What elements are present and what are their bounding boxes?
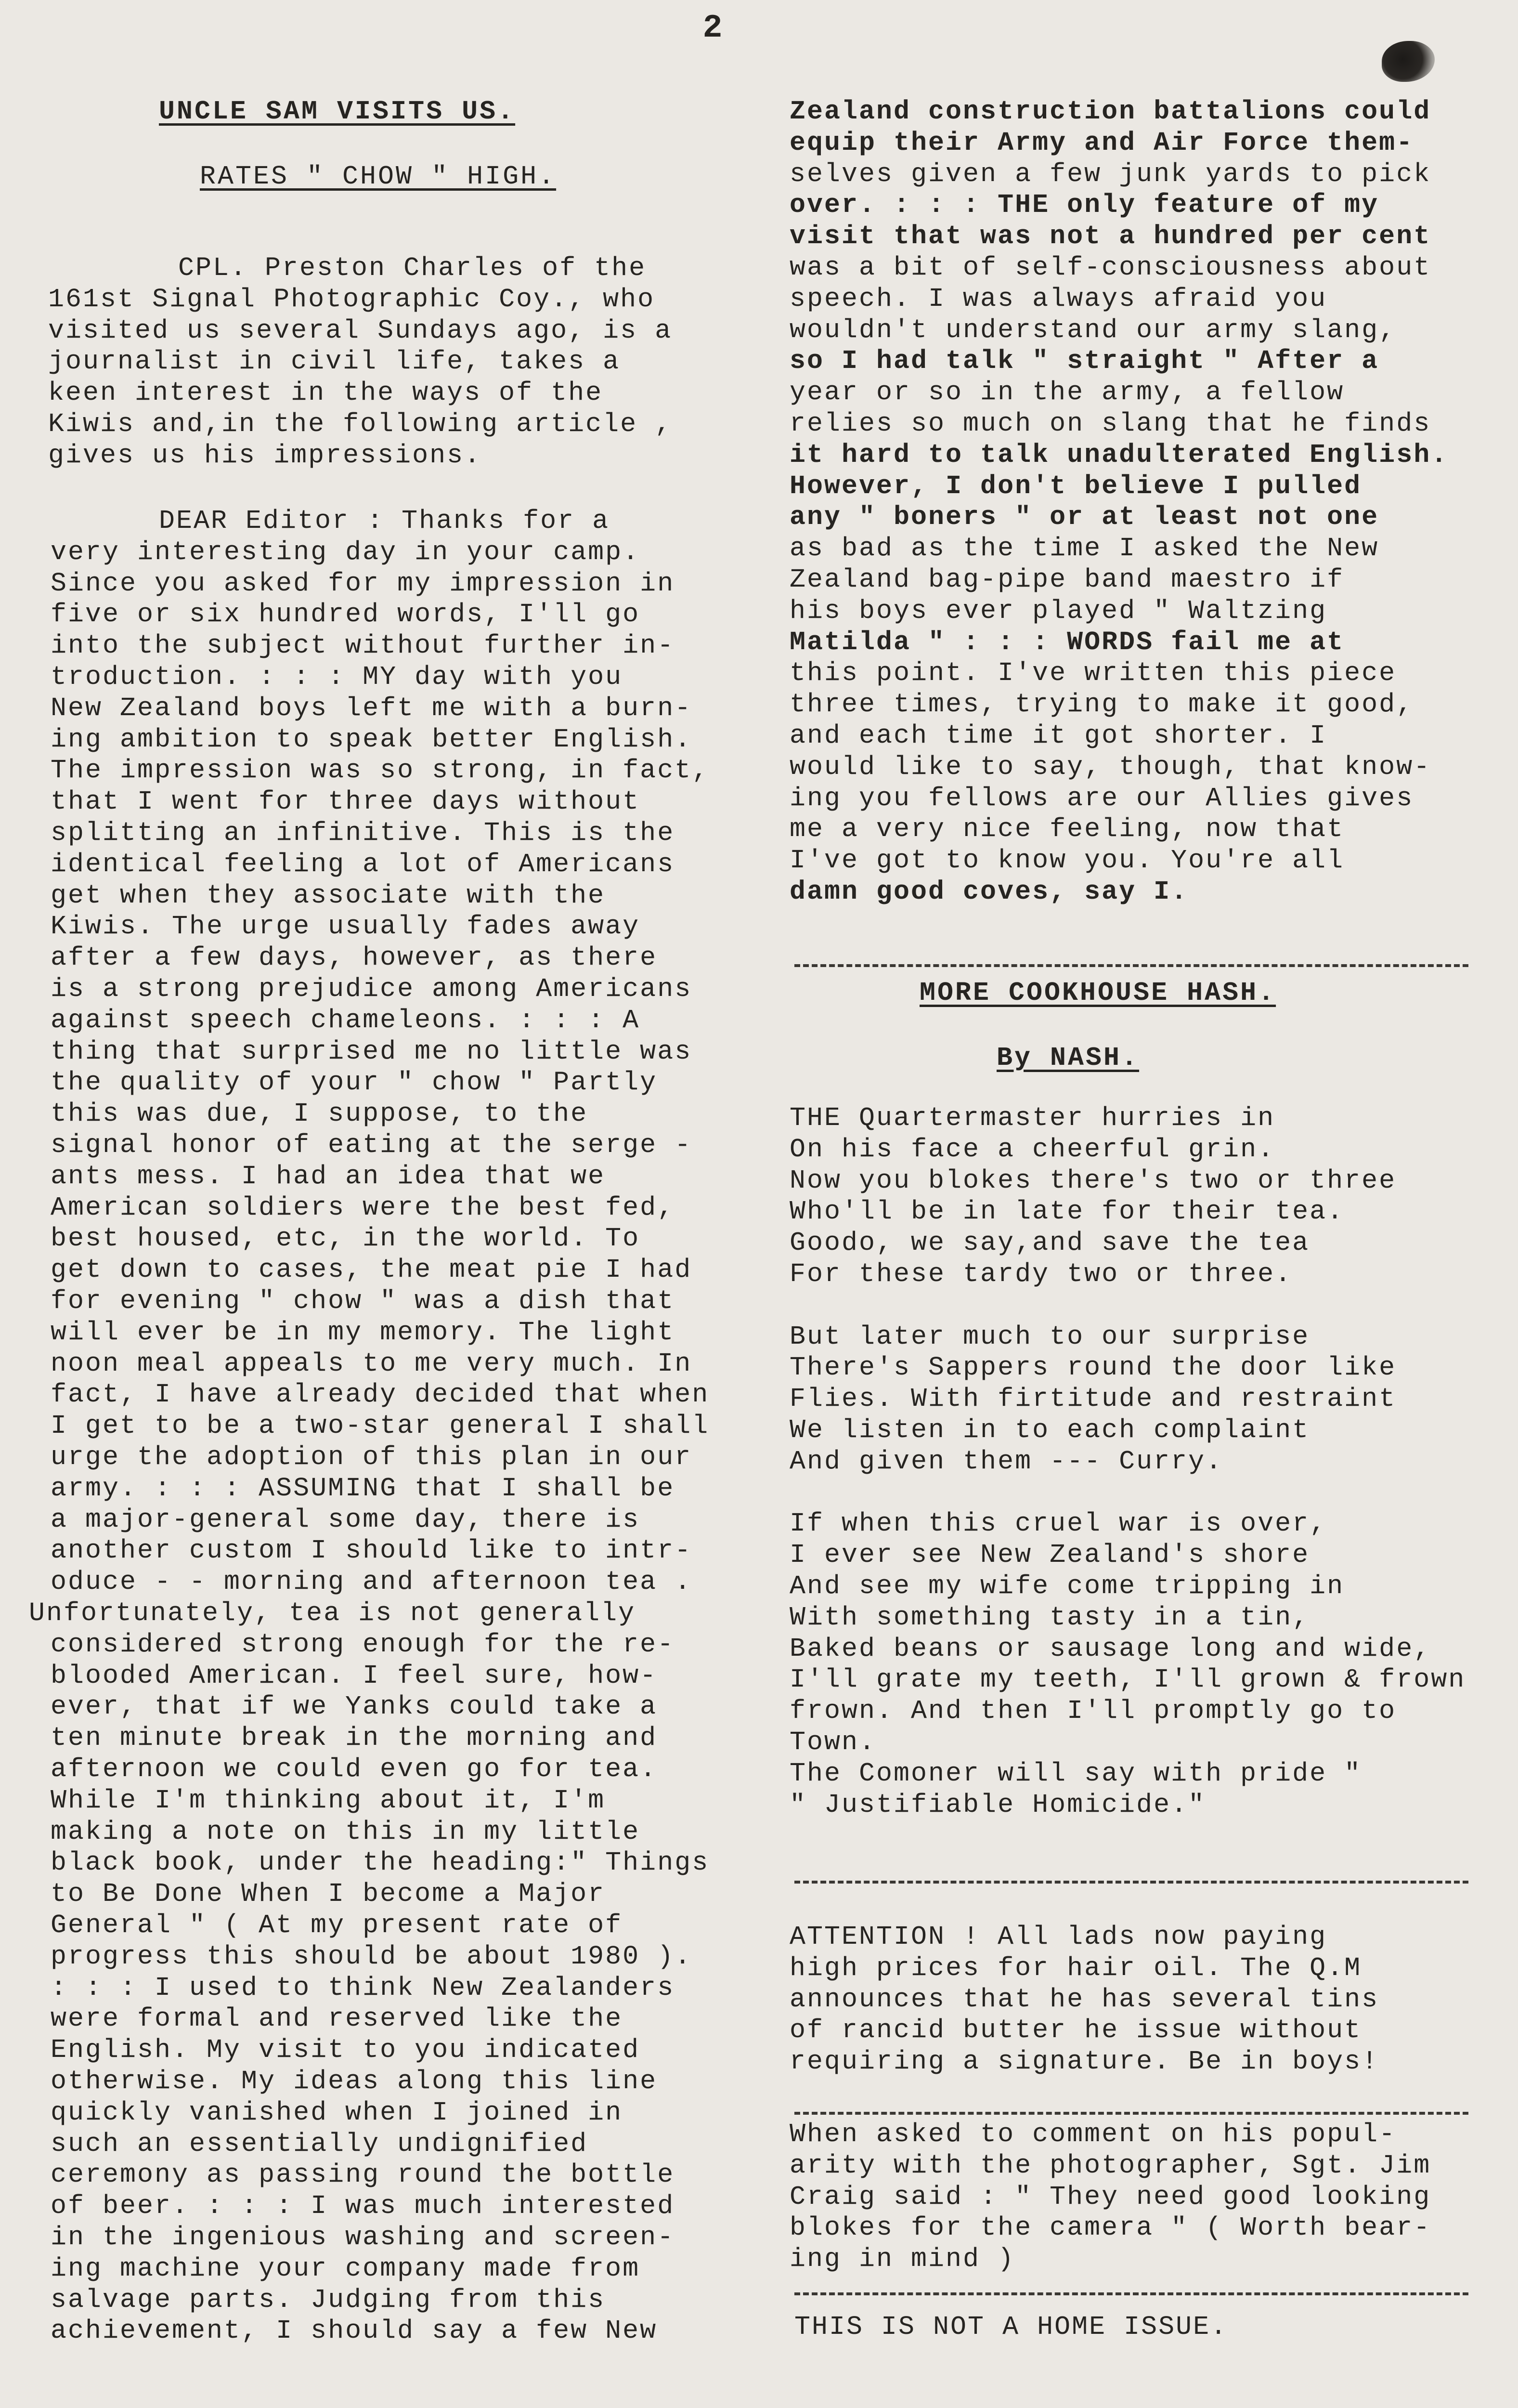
article-line: urge the adoption of this plan in our — [51, 1442, 692, 1472]
article-line: against speech chameleons. : : : A — [51, 1005, 640, 1035]
article-line: Matilda " : : : WORDS fail me at — [790, 627, 1345, 657]
article-line: The impression was so strong, in fact, — [51, 755, 710, 786]
notice-line: Craig said : " They need good looking — [790, 2181, 1431, 2212]
article-line: otherwise. My ideas along this line — [51, 2066, 658, 2096]
article-line: ing machine your company made from — [51, 2253, 640, 2284]
article-line: Zealand construction battalions could — [790, 96, 1431, 127]
article-line: I've got to know you. You're all — [790, 845, 1345, 876]
poem-line: THE Quartermaster hurries in — [790, 1103, 1275, 1133]
article-line: me a very nice feeling, now that — [790, 814, 1345, 845]
article-line: as bad as the time I asked the New — [790, 533, 1379, 564]
article-line: year or so in the army, a fellow — [790, 377, 1345, 408]
poem-title: MORE COOKHOUSE HASH. — [920, 978, 1276, 1008]
poem-line: There's Sappers round the door like — [790, 1352, 1397, 1383]
poem-line: For these tardy two or three. — [790, 1259, 1293, 1289]
article-line: oduce - - morning and afternoon tea . — [51, 1567, 692, 1597]
article-line: any " boners " or at least not one — [790, 502, 1379, 533]
article-line: ants mess. I had an idea that we — [51, 1161, 606, 1191]
article-line: wouldn't understand our army slang, — [790, 314, 1397, 345]
article-line: salvage parts. Judging from this — [51, 2284, 606, 2315]
article-line: for evening " chow " was a dish that — [51, 1286, 675, 1316]
article-line: ever, that if we Yanks could take a — [51, 1691, 658, 1722]
article-line: to Be Done When I become a Major — [51, 1879, 606, 1910]
article-line: is a strong prejudice among Americans — [51, 974, 692, 1004]
article-line: quickly vanished when I joined in — [51, 2097, 623, 2128]
poem-line: We listen in to each complaint — [790, 1415, 1310, 1445]
article-line: the quality of your " chow " Partly — [51, 1067, 658, 1098]
poem-line: Who'll be in late for their tea. — [790, 1196, 1345, 1227]
article-subheading: RATES " CHOW " HIGH. — [200, 161, 557, 192]
article-line: very interesting day in your camp. — [51, 537, 640, 567]
article-line: achievement, I should say a few New — [51, 2316, 658, 2346]
article-line: over. : : : THE only feature of my — [790, 190, 1379, 221]
article-line: speech. I was always afraid you — [790, 283, 1327, 314]
article-line: visit that was not a hundred per cent — [790, 221, 1431, 252]
poem-line: I ever see New Zealand's shore — [790, 1540, 1310, 1570]
poem-line: With something tasty in a tin, — [790, 1602, 1310, 1633]
poem-line: Town. — [790, 1727, 877, 1757]
article-line: so I had talk " straight " After a — [790, 346, 1379, 377]
article-line: : : : I used to think New Zealanders — [51, 1972, 675, 2003]
poem-line: Goodo, we say,and save the tea — [790, 1228, 1310, 1258]
article-line: will ever be in my memory. The light — [51, 1317, 675, 1348]
article-line: three times, trying to make it good, — [790, 689, 1414, 720]
article-line: a major-general some day, there is — [51, 1504, 640, 1535]
article-line: in the ingenious washing and screen- — [51, 2222, 675, 2252]
poem-line: But later much to our surprise — [790, 1321, 1310, 1352]
article-line: afternoon we could even go for tea. — [51, 1754, 658, 1784]
intro-line: Kiwis and,in the following article , — [48, 409, 673, 439]
article-line: signal honor of eating at the serge - — [51, 1130, 692, 1160]
poem-line: Flies. With firtitude and restraint — [790, 1384, 1397, 1414]
article-line: ing ambition to speak better English. — [51, 724, 692, 755]
article-line: Unfortunately, tea is not generally — [29, 1598, 636, 1628]
poem-line: And see my wife come tripping in — [790, 1571, 1345, 1601]
article-line: Kiwis. The urge usually fades away — [51, 911, 640, 942]
article-line: such an essentially undignified — [51, 2128, 588, 2159]
article-line: this point. I've written this piece — [790, 658, 1397, 689]
article-line: equip their Army and Air Force them- — [790, 127, 1414, 158]
article-line: get down to cases, the meat pie I had — [51, 1255, 692, 1285]
article-line: and each time it got shorter. I — [790, 720, 1327, 751]
poem-line: I'll grate my teeth, I'll grown & frown — [790, 1664, 1466, 1695]
article-line: progress this should be about 1980 ). — [51, 1941, 692, 1972]
intro-line: gives us his impressions. — [48, 440, 482, 471]
article-line: However, I don't believe I pulled — [790, 471, 1362, 501]
poem-line: And given them --- Curry. — [790, 1446, 1223, 1477]
article-line: army. : : : ASSUMING that I shall be — [51, 1473, 675, 1504]
article-line: after a few days, however, as there — [51, 942, 658, 973]
poem-line: Now you blokes there's two or three — [790, 1165, 1397, 1196]
intro-line: CPL. Preston Charles of the — [178, 253, 647, 283]
article-line: of beer. : : : I was much interested — [51, 2191, 675, 2222]
notice-line: of rancid butter he issue without — [790, 2015, 1362, 2046]
notice-line: When asked to comment on his popul- — [790, 2119, 1397, 2149]
divider-rule — [794, 2292, 1468, 2295]
notice-line: blokes for the camera " ( Worth bear- — [790, 2212, 1431, 2243]
article-line: that I went for three days without — [51, 786, 640, 817]
notice-line: announces that he has several tins — [790, 1984, 1379, 2015]
article-line: noon meal appeals to me very much. In — [51, 1348, 692, 1379]
poem-line: " Justifiable Homicide." — [790, 1789, 1206, 1820]
article-line: damn good coves, say I. — [790, 877, 1189, 907]
article-line: identical feeling a lot of Americans — [51, 849, 675, 879]
article-line: this was due, I suppose, to the — [51, 1099, 588, 1129]
article-line: blooded American. I feel sure, how- — [51, 1660, 658, 1691]
poem-byline: By NASH. — [997, 1043, 1140, 1073]
article-line: Since you asked for my impression in — [51, 568, 675, 599]
page-number: 2 — [702, 10, 723, 47]
article-line: General " ( At my present rate of — [51, 1910, 623, 1940]
article-line: five or six hundred words, I'll go — [51, 599, 640, 630]
article-line: ceremony as passing round the bottle — [51, 2159, 675, 2190]
poem-line: The Comoner will say with pride " — [790, 1758, 1362, 1789]
article-line: was a bit of self-consciousness about — [790, 252, 1431, 283]
divider-rule — [794, 1881, 1468, 1884]
notice-line: arity with the photographer, Sgt. Jim — [790, 2150, 1431, 2181]
poem-line: Baked beans or sausage long and wide, — [790, 1633, 1431, 1664]
article-line: another custom I should like to intr- — [51, 1535, 692, 1566]
intro-line: keen interest in the ways of the — [48, 378, 603, 408]
article-line: ten minute break in the morning and — [51, 1723, 658, 1754]
article-line: DEAR Editor : Thanks for a — [159, 506, 610, 536]
article-line: his boys ever played " Waltzing — [790, 595, 1327, 626]
divider-rule — [794, 964, 1468, 967]
poem-line: On his face a cheerful grin. — [790, 1134, 1275, 1165]
article-line: relies so much on slang that he finds — [790, 408, 1431, 439]
article-line: English. My visit to you indicated — [51, 2035, 640, 2066]
article-heading: UNCLE SAM VISITS US. — [159, 96, 516, 127]
article-line: it hard to talk unadulterated English. — [790, 439, 1449, 470]
article-line: American soldiers were the best fed, — [51, 1192, 675, 1223]
article-line: I get to be a two-star general I shall — [51, 1411, 710, 1441]
closing-note: THIS IS NOT A HOME ISSUE. — [794, 2312, 1228, 2342]
article-line: considered strong enough for the re- — [51, 1629, 675, 1660]
article-line: splitting an infinitive. This is the — [51, 818, 675, 848]
divider-rule — [794, 2112, 1468, 2115]
notice-line: ATTENTION ! All lads now paying — [790, 1922, 1327, 1952]
article-line: ing you fellows are our Allies gives — [790, 783, 1414, 813]
intro-line: journalist in civil life, takes a — [48, 346, 621, 377]
article-line: fact, I have already decided that when — [51, 1379, 710, 1410]
notice-line: high prices for hair oil. The Q.M — [790, 1952, 1362, 1983]
article-line: making a note on this in my little — [51, 1816, 640, 1847]
notice-line: requiring a signature. Be in boys! — [790, 2046, 1379, 2077]
article-line: selves given a few junk yards to pick — [790, 158, 1431, 189]
article-line: thing that surprised me no little was — [51, 1036, 692, 1067]
article-line: would like to say, though, that know- — [790, 751, 1431, 782]
article-line: While I'm thinking about it, I'm — [51, 1785, 606, 1816]
article-line: get when they associate with the — [51, 880, 606, 911]
article-line: into the subject without further in- — [51, 630, 675, 661]
article-line: New Zealand boys left me with a burn- — [51, 693, 692, 723]
article-line: were formal and reserved like the — [51, 2003, 623, 2034]
ink-blot — [1382, 41, 1435, 82]
poem-line: frown. And then I'll promptly go to — [790, 1696, 1397, 1727]
notice-line: ing in mind ) — [790, 2244, 1015, 2275]
intro-line: visited us several Sundays ago, is a — [48, 315, 673, 346]
article-line: troduction. : : : MY day with you — [51, 662, 623, 692]
poem-line: If when this cruel war is over, — [790, 1508, 1327, 1539]
article-line: best housed, etc, in the world. To — [51, 1223, 640, 1254]
article-line: black book, under the heading:" Things — [51, 1847, 710, 1878]
intro-line: 161st Signal Photographic Coy., who — [48, 284, 655, 314]
article-line: Zealand bag-pipe band maestro if — [790, 564, 1345, 595]
